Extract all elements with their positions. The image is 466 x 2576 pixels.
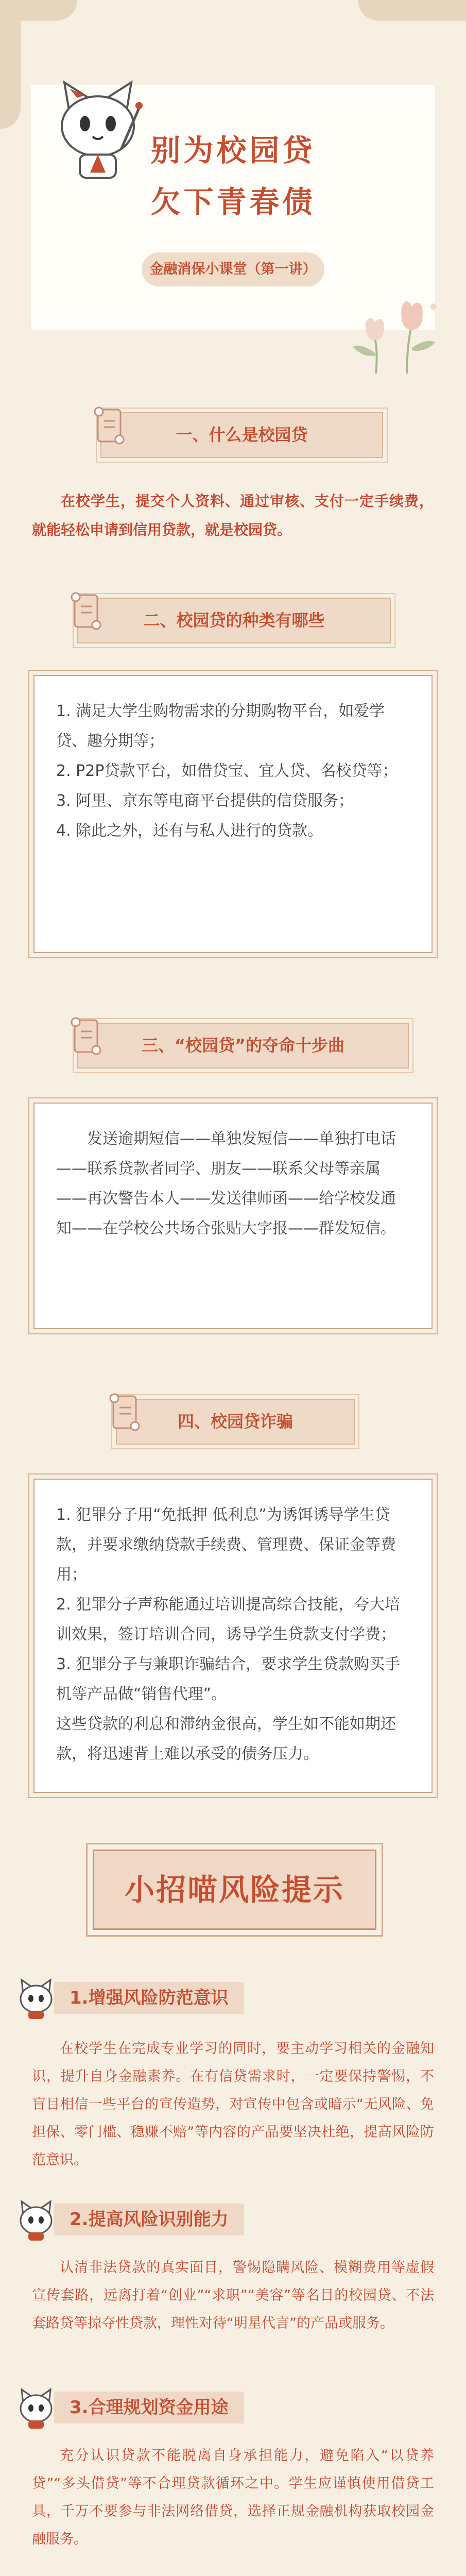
corner-decoration-top-left [0,0,77,21]
risk-heading-banner: 小招喵风险提示 [93,1850,376,1930]
cat-mascot-icon [15,1976,57,2020]
section3-text: 发送逾期短信——单独发短信——单独打电话——联系贷款者同学、朋友——联系父母等亲属——再次警告本人——发送律师函——给学校发通知——在学校公共场合张贴大字报——群发短信。 [56,1130,396,1238]
hero-title-line2: 欠下青春债 [150,184,316,219]
section-title-1: 一、什么是校园贷 [100,412,383,458]
list-item: 2. P2P贷款平台，如借贷宝、宜人贷、名校贷等； [56,762,398,780]
section-title-2: 二、校园贷的种类有哪些 [77,598,391,643]
list-item: 4. 除此之外，还有与私人进行的贷款。 [56,822,323,840]
corner-decoration-top-right [358,0,466,21]
tip-text-3: 充分认识贷款不能脱离自身承担能力，避免陷入“以贷养贷”“多头借贷”等不合理贷款循环之中。学生应谨慎使用借贷工具，千万不要参与非法网络借贷，选择正规金融机构获取校园金融服务。 [32,2448,434,2547]
tip-title: 1.增强风险防范意识 [54,1982,244,2014]
list-item: 3. 阿里、京东等电商平台提供的信贷服务； [56,792,354,810]
tip-text-2: 认清非法贷款的真实面目，警惕隐瞒风险、模糊费用等虚假宣传套路，远离打着“创业”“求职”“美容”等名目的校园贷、不法套路贷等掠夺性贷款，理性对待“明星代言”的产品或服务。 [32,2260,434,2331]
section4-box [33,1479,433,1793]
cat-mascot-icon [15,2197,57,2242]
section-title-3: 三、“校园贷”的夺命十步曲 [77,1023,409,1069]
list-item: 1. 满足大学生购物需求的分期购物平台，如爱学贷、趣分期等； [56,702,385,750]
section-title-4: 四、校园贷诈骗 [116,1399,355,1445]
section2-box [33,675,433,953]
flower-decoration-icon [345,286,443,376]
hero-title-line1: 别为校园贷 [150,133,316,168]
tip-header-3 [15,2385,451,2432]
tip-title: 2.提高风险识别能力 [54,2204,244,2235]
scroll-icon [93,405,126,446]
scroll-icon [108,1392,141,1432]
scroll-icon [70,1016,102,1056]
corner-decoration-left [0,21,21,129]
tip-header-2 [15,2197,451,2244]
tip-title: 3.合理规划资金用途 [54,2392,244,2424]
tip-text-1: 在校学生在完成专业学习的同时，要主动学习相关的金融知识，提升自身金融素养。在有信贷需求时，一定要保持警惕，不盲目相信一些平台的宣传造势，对宣传中包含或暗示“无风险、免担保、零门槛、稳赚不赔”等内容的产品要坚决杜绝，提高风险防范意识。 [32,2041,434,2168]
scroll-icon [70,591,102,631]
section3-box [33,1103,433,1329]
list-item: 3. 犯罪分子与兼职诈骗结合，要求学生贷款购买手机等产品做“销售代理”。 [56,1655,401,1703]
hero-subtitle-pill: 金融消保小课堂（第一讲） [142,252,324,286]
section1-text: 在校学生，提交个人资料、通过审核、支付一定手续费，就能轻松申请到信用贷款，就是校园贷。 [32,493,434,538]
tip-header-1 [15,1976,451,2022]
cat-mascot-icon [15,2385,57,2430]
list-item: 2. 犯罪分子声称能通过培训提高综合技能，夸大培训效果，签订培训合同，诱导学生贷款支付学费； [56,1596,401,1643]
list-item: 这些贷款的利息和滞纳金很高，学生如不能如期还款，将迅速背上难以承受的债务压力。 [56,1715,396,1763]
list-item: 1. 犯罪分子用“免抵押 低利息”为诱饵诱导学生贷款，并要求缴纳贷款手续费、管理费、保证金等费用； [56,1506,396,1584]
